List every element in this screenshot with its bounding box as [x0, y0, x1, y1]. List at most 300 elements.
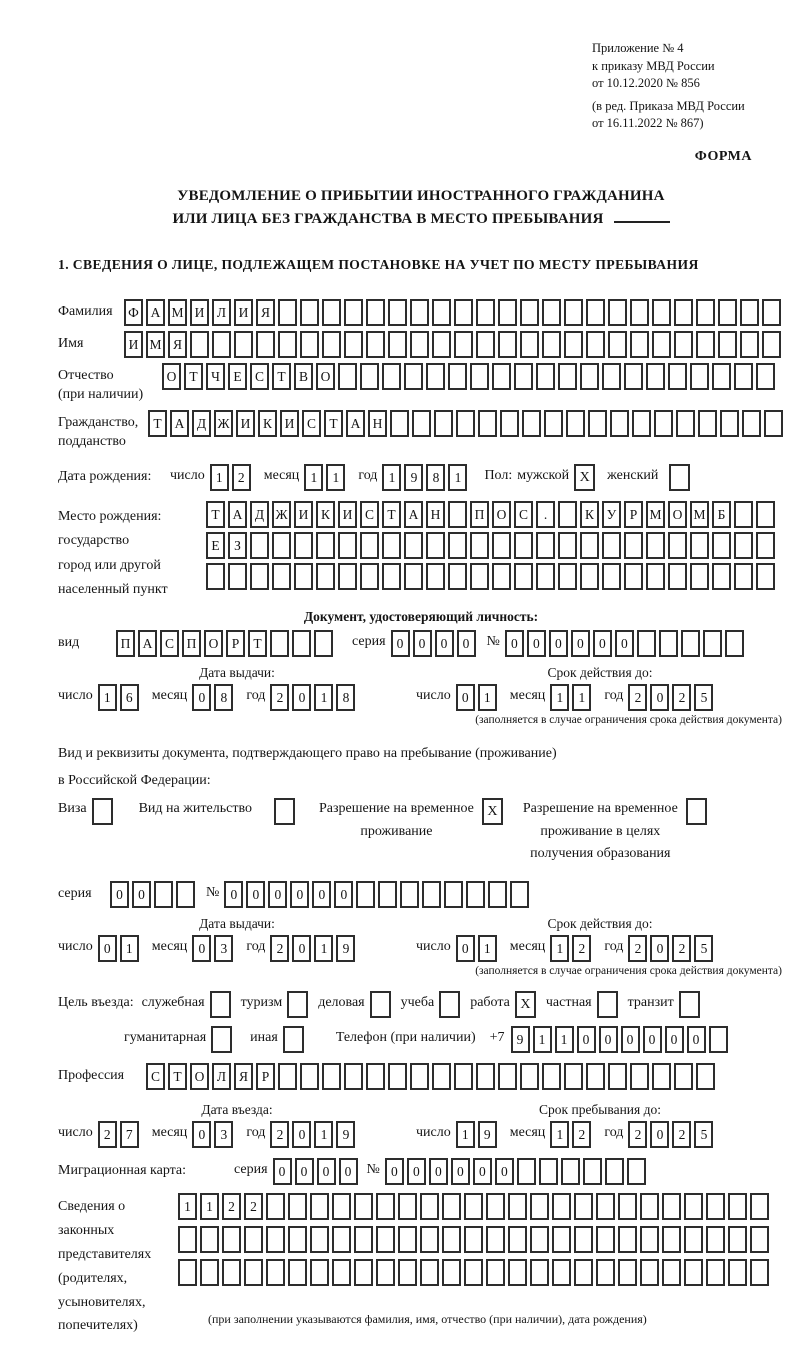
form-cell[interactable] [662, 1226, 681, 1253]
form-cell[interactable] [200, 1226, 219, 1253]
form-cell[interactable]: Т [168, 1063, 187, 1090]
form-cell[interactable] [470, 563, 489, 590]
form-cell[interactable] [360, 363, 379, 390]
form-cell[interactable]: В [294, 363, 313, 390]
form-cell[interactable] [709, 1026, 728, 1053]
form-cell[interactable]: С [146, 1063, 165, 1090]
form-cell[interactable] [426, 563, 445, 590]
form-cell[interactable] [456, 410, 475, 437]
form-cell[interactable]: 1 [314, 935, 333, 962]
form-cell[interactable]: Т [382, 501, 401, 528]
form-cell[interactable] [354, 1226, 373, 1253]
form-cell[interactable]: 5 [694, 935, 713, 962]
form-cell[interactable]: Ж [272, 501, 291, 528]
option-temp-residence-education-checkbox[interactable] [686, 798, 707, 825]
form-cell[interactable] [530, 1259, 549, 1286]
form-cell[interactable] [388, 331, 407, 358]
form-cell[interactable] [442, 1193, 461, 1220]
form-cell[interactable] [278, 331, 297, 358]
form-cell[interactable] [640, 1259, 659, 1286]
form-cell[interactable]: 0 [451, 1158, 470, 1185]
form-cell[interactable] [725, 630, 744, 657]
form-cell[interactable]: 0 [650, 935, 669, 962]
form-cell[interactable]: 0 [687, 1026, 706, 1053]
form-cell[interactable]: 1 [178, 1193, 197, 1220]
form-cell[interactable]: 0 [456, 684, 475, 711]
form-cell[interactable] [536, 363, 555, 390]
form-cell[interactable]: О [316, 363, 335, 390]
form-cell[interactable] [676, 410, 695, 437]
form-cell[interactable]: 1 [478, 684, 497, 711]
form-cell[interactable]: 1 [550, 935, 569, 962]
form-cell[interactable]: Я [234, 1063, 253, 1090]
form-cell[interactable] [486, 1259, 505, 1286]
form-cell[interactable] [668, 363, 687, 390]
sex-male-checkbox[interactable]: X [574, 464, 595, 491]
form-cell[interactable] [294, 563, 313, 590]
form-cell[interactable]: 0 [577, 1026, 596, 1053]
form-cell[interactable] [410, 1063, 429, 1090]
form-cell[interactable] [756, 363, 775, 390]
form-cell[interactable] [530, 1193, 549, 1220]
form-cell[interactable]: Я [168, 331, 187, 358]
form-cell[interactable] [602, 532, 621, 559]
form-cell[interactable]: 2 [222, 1193, 241, 1220]
form-cell[interactable] [420, 1226, 439, 1253]
form-cell[interactable] [310, 1193, 329, 1220]
form-cell[interactable] [508, 1193, 527, 1220]
form-cell[interactable] [300, 299, 319, 326]
form-cell[interactable]: 0 [435, 630, 454, 657]
form-cell[interactable] [442, 1259, 461, 1286]
form-cell[interactable] [684, 1193, 703, 1220]
form-cell[interactable]: 2 [672, 935, 691, 962]
form-cell[interactable] [654, 410, 673, 437]
form-cell[interactable] [520, 1063, 539, 1090]
form-cell[interactable] [530, 1226, 549, 1253]
form-cell[interactable] [388, 1063, 407, 1090]
form-cell[interactable] [356, 881, 375, 908]
form-cell[interactable] [640, 1193, 659, 1220]
form-cell[interactable] [580, 363, 599, 390]
form-cell[interactable]: П [116, 630, 135, 657]
form-cell[interactable] [659, 630, 678, 657]
form-cell[interactable] [674, 299, 693, 326]
form-cell[interactable]: 0 [292, 684, 311, 711]
form-cell[interactable]: 2 [572, 1121, 591, 1148]
form-cell[interactable] [728, 1226, 747, 1253]
form-cell[interactable] [684, 1226, 703, 1253]
form-cell[interactable]: 0 [457, 630, 476, 657]
form-cell[interactable] [608, 331, 627, 358]
form-cell[interactable]: Л [212, 299, 231, 326]
form-cell[interactable] [444, 881, 463, 908]
form-cell[interactable]: М [146, 331, 165, 358]
form-cell[interactable]: И [234, 299, 253, 326]
form-cell[interactable]: 0 [429, 1158, 448, 1185]
form-cell[interactable] [564, 299, 583, 326]
purpose-study-checkbox[interactable] [439, 991, 460, 1018]
form-cell[interactable] [514, 363, 533, 390]
form-cell[interactable] [470, 532, 489, 559]
form-cell[interactable] [492, 532, 511, 559]
form-cell[interactable]: А [228, 501, 247, 528]
form-cell[interactable] [728, 1193, 747, 1220]
form-cell[interactable] [552, 1193, 571, 1220]
form-cell[interactable] [624, 532, 643, 559]
form-cell[interactable] [574, 1259, 593, 1286]
form-cell[interactable]: 0 [385, 1158, 404, 1185]
form-cell[interactable] [488, 881, 507, 908]
form-cell[interactable] [212, 331, 231, 358]
form-cell[interactable] [382, 532, 401, 559]
form-cell[interactable]: С [250, 363, 269, 390]
form-cell[interactable]: 0 [224, 881, 243, 908]
form-cell[interactable]: О [204, 630, 223, 657]
form-cell[interactable] [292, 630, 311, 657]
form-cell[interactable]: 3 [214, 1121, 233, 1148]
purpose-business-checkbox[interactable] [370, 991, 391, 1018]
form-cell[interactable]: 0 [650, 1121, 669, 1148]
form-cell[interactable] [366, 299, 385, 326]
form-cell[interactable] [250, 532, 269, 559]
form-cell[interactable] [742, 410, 761, 437]
form-cell[interactable] [498, 299, 517, 326]
form-cell[interactable]: Е [206, 532, 225, 559]
form-cell[interactable] [250, 563, 269, 590]
form-cell[interactable] [627, 1158, 646, 1185]
form-cell[interactable]: М [168, 299, 187, 326]
form-cell[interactable]: 0 [643, 1026, 662, 1053]
form-cell[interactable] [332, 1193, 351, 1220]
form-cell[interactable]: О [162, 363, 181, 390]
form-cell[interactable]: А [138, 630, 157, 657]
form-cell[interactable]: 8 [336, 684, 355, 711]
form-cell[interactable] [674, 1063, 693, 1090]
form-cell[interactable]: 0 [495, 1158, 514, 1185]
form-cell[interactable] [448, 563, 467, 590]
form-cell[interactable] [618, 1226, 637, 1253]
form-cell[interactable] [580, 563, 599, 590]
form-cell[interactable]: 1 [550, 684, 569, 711]
form-cell[interactable] [422, 881, 441, 908]
form-cell[interactable] [712, 563, 731, 590]
form-cell[interactable]: 8 [426, 464, 445, 491]
form-cell[interactable] [552, 1226, 571, 1253]
form-cell[interactable] [734, 501, 753, 528]
form-cell[interactable] [608, 299, 627, 326]
form-cell[interactable] [624, 563, 643, 590]
form-cell[interactable]: 0 [599, 1026, 618, 1053]
form-cell[interactable] [244, 1259, 263, 1286]
form-cell[interactable]: Я [256, 299, 275, 326]
form-cell[interactable]: 2 [672, 1121, 691, 1148]
form-cell[interactable] [338, 532, 357, 559]
form-cell[interactable]: С [302, 410, 321, 437]
form-cell[interactable]: Т [272, 363, 291, 390]
form-cell[interactable] [662, 1193, 681, 1220]
form-cell[interactable]: 0 [292, 935, 311, 962]
form-cell[interactable]: 1 [382, 464, 401, 491]
form-cell[interactable] [338, 363, 357, 390]
form-cell[interactable] [602, 363, 621, 390]
form-cell[interactable] [478, 410, 497, 437]
form-cell[interactable]: 1 [314, 684, 333, 711]
form-cell[interactable]: 0 [317, 1158, 336, 1185]
form-cell[interactable]: 1 [314, 1121, 333, 1148]
form-cell[interactable] [316, 532, 335, 559]
form-cell[interactable] [558, 532, 577, 559]
form-cell[interactable] [464, 1193, 483, 1220]
form-cell[interactable] [750, 1193, 769, 1220]
form-cell[interactable] [266, 1226, 285, 1253]
form-cell[interactable] [536, 563, 555, 590]
form-cell[interactable]: 5 [694, 684, 713, 711]
form-cell[interactable] [448, 501, 467, 528]
form-cell[interactable] [390, 410, 409, 437]
form-cell[interactable] [712, 532, 731, 559]
form-cell[interactable] [464, 1259, 483, 1286]
form-cell[interactable] [426, 363, 445, 390]
form-cell[interactable]: 1 [478, 935, 497, 962]
form-cell[interactable]: 1 [326, 464, 345, 491]
form-cell[interactable]: К [316, 501, 335, 528]
form-cell[interactable]: Р [226, 630, 245, 657]
form-cell[interactable] [750, 1226, 769, 1253]
form-cell[interactable] [706, 1193, 725, 1220]
form-cell[interactable]: 2 [244, 1193, 263, 1220]
form-cell[interactable] [266, 1193, 285, 1220]
form-cell[interactable] [492, 563, 511, 590]
form-cell[interactable]: С [160, 630, 179, 657]
form-cell[interactable]: А [404, 501, 423, 528]
form-cell[interactable] [514, 563, 533, 590]
form-cell[interactable]: 2 [628, 1121, 647, 1148]
form-cell[interactable]: . [536, 501, 555, 528]
form-cell[interactable] [378, 881, 397, 908]
form-cell[interactable] [696, 1063, 715, 1090]
form-cell[interactable] [354, 1193, 373, 1220]
form-cell[interactable] [398, 1193, 417, 1220]
form-cell[interactable] [640, 1226, 659, 1253]
form-cell[interactable]: О [668, 501, 687, 528]
form-cell[interactable] [344, 1063, 363, 1090]
form-cell[interactable] [706, 1259, 725, 1286]
form-cell[interactable] [388, 299, 407, 326]
form-cell[interactable] [498, 331, 517, 358]
form-cell[interactable] [448, 532, 467, 559]
form-cell[interactable] [316, 563, 335, 590]
form-cell[interactable] [542, 331, 561, 358]
form-cell[interactable] [750, 1259, 769, 1286]
form-cell[interactable] [322, 1063, 341, 1090]
form-cell[interactable] [288, 1193, 307, 1220]
form-cell[interactable] [470, 363, 489, 390]
form-cell[interactable]: 7 [120, 1121, 139, 1148]
form-cell[interactable] [412, 410, 431, 437]
form-cell[interactable]: 5 [694, 1121, 713, 1148]
form-cell[interactable] [596, 1193, 615, 1220]
form-cell[interactable] [420, 1259, 439, 1286]
form-cell[interactable]: Н [426, 501, 445, 528]
form-cell[interactable] [586, 331, 605, 358]
form-cell[interactable] [486, 1226, 505, 1253]
form-cell[interactable]: 0 [527, 630, 546, 657]
form-cell[interactable] [486, 1193, 505, 1220]
form-cell[interactable]: Д [192, 410, 211, 437]
form-cell[interactable] [681, 630, 700, 657]
option-residence-permit-checkbox[interactable] [274, 798, 295, 825]
form-cell[interactable]: 1 [120, 935, 139, 962]
form-cell[interactable] [618, 1193, 637, 1220]
form-cell[interactable] [420, 1193, 439, 1220]
form-cell[interactable] [432, 331, 451, 358]
form-cell[interactable]: 0 [549, 630, 568, 657]
form-cell[interactable] [448, 363, 467, 390]
form-cell[interactable] [605, 1158, 624, 1185]
form-cell[interactable]: 9 [336, 1121, 355, 1148]
form-cell[interactable]: 9 [336, 935, 355, 962]
form-cell[interactable]: 0 [665, 1026, 684, 1053]
form-cell[interactable]: 0 [391, 630, 410, 657]
form-cell[interactable] [500, 410, 519, 437]
form-cell[interactable]: Ж [214, 410, 233, 437]
form-cell[interactable] [322, 331, 341, 358]
form-cell[interactable] [646, 363, 665, 390]
form-cell[interactable] [564, 1063, 583, 1090]
form-cell[interactable]: 2 [672, 684, 691, 711]
form-cell[interactable] [558, 563, 577, 590]
form-cell[interactable] [756, 501, 775, 528]
form-cell[interactable]: 1 [550, 1121, 569, 1148]
form-cell[interactable] [178, 1226, 197, 1253]
form-cell[interactable] [256, 331, 275, 358]
form-cell[interactable] [234, 331, 253, 358]
form-cell[interactable] [646, 532, 665, 559]
form-cell[interactable] [566, 410, 585, 437]
form-cell[interactable] [272, 532, 291, 559]
purpose-work-checkbox[interactable]: X [515, 991, 536, 1018]
form-cell[interactable] [630, 1063, 649, 1090]
form-cell[interactable]: 2 [98, 1121, 117, 1148]
form-cell[interactable]: Е [228, 363, 247, 390]
form-cell[interactable]: Т [324, 410, 343, 437]
form-cell[interactable]: 1 [572, 684, 591, 711]
form-cell[interactable]: 1 [98, 684, 117, 711]
form-cell[interactable] [712, 363, 731, 390]
form-cell[interactable]: А [346, 410, 365, 437]
form-cell[interactable] [608, 1063, 627, 1090]
form-cell[interactable] [294, 532, 313, 559]
form-cell[interactable] [190, 331, 209, 358]
form-cell[interactable]: 9 [478, 1121, 497, 1148]
form-cell[interactable]: Н [368, 410, 387, 437]
form-cell[interactable] [466, 881, 485, 908]
form-cell[interactable]: 0 [621, 1026, 640, 1053]
form-cell[interactable] [762, 299, 781, 326]
form-cell[interactable]: 0 [593, 630, 612, 657]
form-cell[interactable]: 1 [555, 1026, 574, 1053]
form-cell[interactable] [690, 532, 709, 559]
form-cell[interactable] [278, 1063, 297, 1090]
form-cell[interactable]: Т [148, 410, 167, 437]
form-cell[interactable]: Т [248, 630, 267, 657]
form-cell[interactable] [476, 299, 495, 326]
form-cell[interactable]: 0 [273, 1158, 292, 1185]
form-cell[interactable] [674, 331, 693, 358]
sex-female-checkbox[interactable] [669, 464, 690, 491]
form-cell[interactable] [228, 563, 247, 590]
form-cell[interactable]: 0 [334, 881, 353, 908]
form-cell[interactable]: 0 [292, 1121, 311, 1148]
form-cell[interactable] [426, 532, 445, 559]
option-visa-checkbox[interactable] [92, 798, 113, 825]
form-cell[interactable]: 0 [110, 881, 129, 908]
form-cell[interactable] [668, 532, 687, 559]
form-cell[interactable]: И [280, 410, 299, 437]
form-cell[interactable] [404, 563, 423, 590]
form-cell[interactable]: 0 [98, 935, 117, 962]
form-cell[interactable] [270, 630, 289, 657]
form-cell[interactable]: Ч [206, 363, 225, 390]
form-cell[interactable]: М [690, 501, 709, 528]
form-cell[interactable] [154, 881, 173, 908]
form-cell[interactable]: И [190, 299, 209, 326]
form-cell[interactable] [637, 630, 656, 657]
form-cell[interactable] [400, 881, 419, 908]
form-cell[interactable] [690, 363, 709, 390]
form-cell[interactable] [574, 1226, 593, 1253]
form-cell[interactable] [222, 1226, 241, 1253]
form-cell[interactable]: 0 [290, 881, 309, 908]
form-cell[interactable] [322, 299, 341, 326]
form-cell[interactable]: 2 [232, 464, 251, 491]
form-cell[interactable] [510, 881, 529, 908]
form-cell[interactable] [366, 331, 385, 358]
form-cell[interactable]: 3 [214, 935, 233, 962]
form-cell[interactable] [382, 563, 401, 590]
form-cell[interactable] [542, 299, 561, 326]
form-cell[interactable] [630, 331, 649, 358]
form-cell[interactable]: 0 [473, 1158, 492, 1185]
form-cell[interactable]: Л [212, 1063, 231, 1090]
form-cell[interactable]: О [190, 1063, 209, 1090]
form-cell[interactable] [508, 1226, 527, 1253]
form-cell[interactable] [520, 299, 539, 326]
form-cell[interactable]: И [124, 331, 143, 358]
form-cell[interactable]: О [492, 501, 511, 528]
form-cell[interactable]: 0 [615, 630, 634, 657]
purpose-humanitarian-checkbox[interactable] [211, 1026, 232, 1053]
form-cell[interactable] [583, 1158, 602, 1185]
form-cell[interactable] [176, 881, 195, 908]
form-cell[interactable] [762, 331, 781, 358]
form-cell[interactable] [668, 563, 687, 590]
form-cell[interactable] [586, 299, 605, 326]
form-cell[interactable] [432, 1063, 451, 1090]
form-cell[interactable]: 0 [295, 1158, 314, 1185]
form-cell[interactable]: 9 [511, 1026, 530, 1053]
form-cell[interactable] [476, 331, 495, 358]
form-cell[interactable] [542, 1063, 561, 1090]
form-cell[interactable] [310, 1259, 329, 1286]
form-cell[interactable] [360, 532, 379, 559]
form-cell[interactable] [492, 363, 511, 390]
form-cell[interactable] [332, 1259, 351, 1286]
form-cell[interactable]: 9 [404, 464, 423, 491]
form-cell[interactable] [376, 1259, 395, 1286]
form-cell[interactable] [382, 363, 401, 390]
